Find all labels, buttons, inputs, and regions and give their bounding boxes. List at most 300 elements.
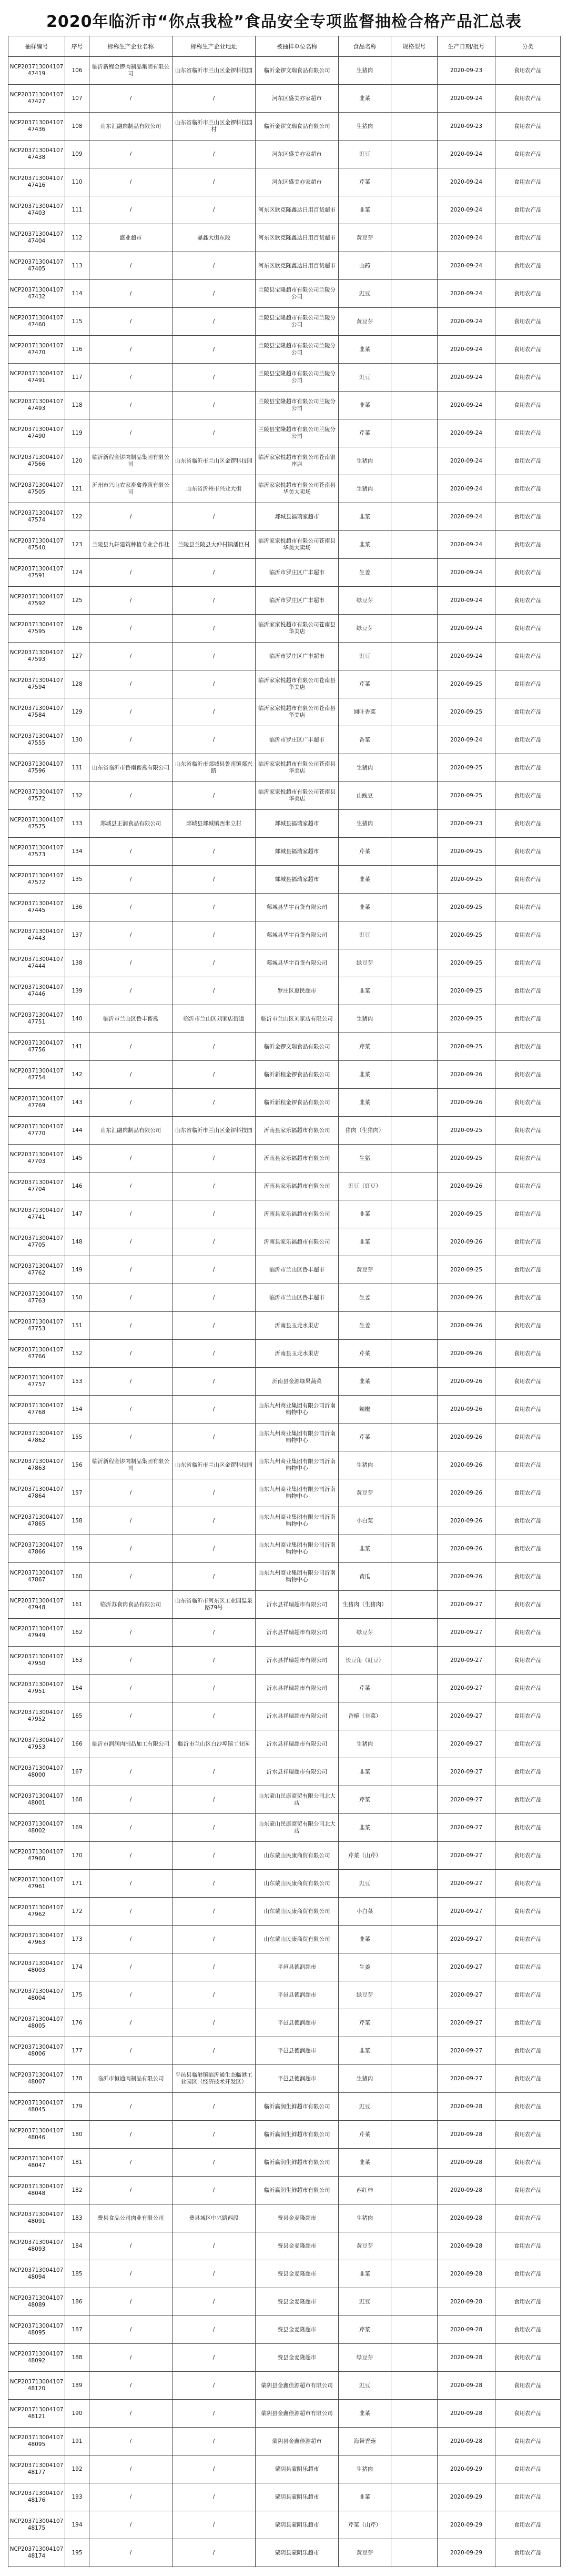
- category-cell: 食用农产品: [495, 1340, 561, 1368]
- spec-cell: [391, 419, 438, 447]
- header-food-name: 食品名称: [339, 36, 391, 57]
- date-cell: 2020-09-26: [438, 1396, 495, 1424]
- manufacturer-address-cell: /: [173, 1256, 256, 1284]
- sample-id-cell: NCP20371300410747751: [8, 1005, 65, 1033]
- sampled-unit-cell: 沂南县家乐福超市有限公司: [256, 1117, 339, 1145]
- food-name-cell: 生猪肉: [339, 754, 391, 782]
- category-cell: 食用农产品: [495, 1061, 561, 1089]
- spec-cell: [391, 726, 438, 754]
- manufacturer-address-cell: /: [173, 949, 256, 977]
- date-cell: 2020-09-24: [438, 168, 495, 196]
- date-cell: 2020-09-25: [438, 949, 495, 977]
- date-cell: 2020-09-23: [438, 113, 495, 141]
- date-cell: 2020-09-24: [438, 531, 495, 559]
- spec-cell: [391, 1758, 438, 1786]
- manufacturer-address-cell: /: [173, 782, 256, 810]
- table-row: [8, 1675, 561, 1702]
- spec-cell: [391, 1479, 438, 1507]
- table-row: [8, 1507, 561, 1535]
- manufacturer-cell: /: [89, 2428, 173, 2455]
- sample-id-cell: NCP20371300410747574: [8, 503, 65, 531]
- sampled-unit-cell: 蒙阴县金鑫佳源超市: [256, 2428, 339, 2455]
- spec-cell: [391, 698, 438, 726]
- category-cell: 食用农产品: [495, 726, 561, 754]
- spec-cell: [391, 1619, 438, 1647]
- spec-cell: [391, 2372, 438, 2400]
- food-name-cell: 香菜: [339, 726, 391, 754]
- date-cell: 2020-09-27: [438, 1814, 495, 1842]
- manufacturer-address-cell: 鼎鑫大街东段: [173, 224, 256, 252]
- manufacturer-address-cell: /: [173, 2037, 256, 2065]
- spec-cell: [391, 531, 438, 559]
- manufacturer-cell: /: [89, 1284, 173, 1312]
- category-cell: 食用农产品: [495, 1898, 561, 1926]
- table-row: [8, 1340, 561, 1368]
- spec-cell: [391, 1312, 438, 1340]
- seq-cell: 190: [65, 2400, 89, 2428]
- document-title: 2020年临沂市“你点我检”食品安全专项监督抽检合格产品汇总表: [46, 13, 522, 31]
- manufacturer-cell: /: [89, 1870, 173, 1898]
- table-row: [8, 1172, 561, 1200]
- spec-cell: [391, 810, 438, 838]
- spec-cell: [391, 1675, 438, 1702]
- date-cell: 2020-09-26: [438, 1340, 495, 1368]
- seq-cell: 109: [65, 141, 89, 168]
- seq-cell: 106: [65, 57, 89, 85]
- spec-cell: [391, 1870, 438, 1898]
- manufacturer-address-cell: /: [173, 85, 256, 113]
- sampled-unit-cell: 平邑县德润超市: [256, 1953, 339, 1981]
- spec-cell: [391, 2037, 438, 2065]
- sampled-unit-cell: 沂水县祥瑞超市有限公司: [256, 1758, 339, 1786]
- sample-id-cell: NCP20371300410747403: [8, 196, 65, 224]
- sample-id-cell: NCP20371300410747757: [8, 1368, 65, 1396]
- table-row: [8, 168, 561, 196]
- date-cell: 2020-09-29: [438, 2455, 495, 2483]
- category-cell: 食用农产品: [495, 1117, 561, 1145]
- sampled-unit-cell: 蒙阴县蒙阴乐超市: [256, 2483, 339, 2511]
- manufacturer-address-cell: /: [173, 1200, 256, 1228]
- sample-id-cell: NCP20371300410747960: [8, 1842, 65, 1870]
- seq-cell: 150: [65, 1284, 89, 1312]
- table-row: [8, 2121, 561, 2149]
- seq-cell: 136: [65, 894, 89, 921]
- sample-id-cell: NCP20371300410747445: [8, 894, 65, 921]
- table-row: [8, 643, 561, 670]
- sample-id-cell: NCP20371300410747491: [8, 364, 65, 392]
- sampled-unit-cell: 临沂市罗庄区广丰超市: [256, 587, 339, 615]
- manufacturer-address-cell: 山东省临沂市兰山区金锣科技园: [173, 1117, 256, 1145]
- spec-cell: [391, 2149, 438, 2177]
- sampled-unit-cell: 临沂家家悦超市有限公司苍南县华美店: [256, 754, 339, 782]
- sample-id-cell: NCP20371300410748046: [8, 2121, 65, 2149]
- category-cell: 食用农产品: [495, 1758, 561, 1786]
- seq-cell: 192: [65, 2455, 89, 2483]
- category-cell: 食用农产品: [495, 698, 561, 726]
- table-row: [8, 1535, 561, 1563]
- sampled-unit-cell: 平邑县德润超市: [256, 2009, 339, 2037]
- seq-cell: 147: [65, 1200, 89, 1228]
- seq-cell: 184: [65, 2232, 89, 2260]
- manufacturer-address-cell: /: [173, 1172, 256, 1200]
- sample-id-cell: NCP20371300410747490: [8, 419, 65, 447]
- date-cell: 2020-09-26: [438, 1172, 495, 1200]
- manufacturer-cell: /: [89, 2400, 173, 2428]
- manufacturer-address-cell: /: [173, 1033, 256, 1061]
- manufacturer-address-cell: 山东省沂州市兴业大街: [173, 475, 256, 503]
- seq-cell: 181: [65, 2149, 89, 2177]
- manufacturer-address-cell: /: [173, 503, 256, 531]
- date-cell: 2020-09-24: [438, 392, 495, 419]
- date-cell: 2020-09-25: [438, 1145, 495, 1172]
- sampled-unit-cell: 沂水县祥瑞超市有限公司: [256, 1619, 339, 1647]
- manufacturer-cell: /: [89, 670, 173, 698]
- category-cell: 食用农产品: [495, 782, 561, 810]
- date-cell: 2020-09-27: [438, 1870, 495, 1898]
- sample-id-cell: NCP20371300410748094: [8, 2260, 65, 2288]
- table-row: [8, 1981, 561, 2009]
- category-cell: 食用农产品: [495, 1675, 561, 1702]
- table-row: [8, 141, 561, 168]
- spec-cell: [391, 1451, 438, 1479]
- category-cell: 食用农产品: [495, 1730, 561, 1758]
- sample-id-cell: NCP20371300410747768: [8, 1396, 65, 1424]
- category-cell: 食用农产品: [495, 1145, 561, 1172]
- category-cell: 食用农产品: [495, 1619, 561, 1647]
- food-name-cell: 韭菜: [339, 85, 391, 113]
- category-cell: 食用农产品: [495, 1396, 561, 1424]
- sampled-unit-cell: 河东区欣克隆鑫达日用百货超市: [256, 224, 339, 252]
- manufacturer-address-cell: /: [173, 1340, 256, 1368]
- date-cell: 2020-09-28: [438, 2149, 495, 2177]
- date-cell: 2020-09-24: [438, 224, 495, 252]
- date-cell: 2020-09-24: [438, 141, 495, 168]
- spec-cell: [391, 1368, 438, 1396]
- date-cell: 2020-09-25: [438, 698, 495, 726]
- category-cell: 食用农产品: [495, 252, 561, 280]
- category-cell: 食用农产品: [495, 1981, 561, 2009]
- spec-cell: [391, 2400, 438, 2428]
- manufacturer-address-cell: /: [173, 2483, 256, 2511]
- table-row: [8, 1563, 561, 1591]
- sample-id-cell: NCP20371300410748004: [8, 1981, 65, 2009]
- manufacturer-address-cell: /: [173, 141, 256, 168]
- seq-cell: 125: [65, 587, 89, 615]
- sample-id-cell: NCP20371300410747540: [8, 531, 65, 559]
- sampled-unit-cell: 郯城县华宇百货有限公司: [256, 949, 339, 977]
- sampled-unit-cell: 临沂市罗庄区广丰超市: [256, 559, 339, 587]
- manufacturer-address-cell: /: [173, 1953, 256, 1981]
- food-name-cell: 香椿（韭菜）: [339, 1702, 391, 1730]
- food-name-cell: 韭菜: [339, 531, 391, 559]
- manufacturer-address-cell: /: [173, 2455, 256, 2483]
- seq-cell: 170: [65, 1842, 89, 1870]
- sampled-unit-cell: 河东区欣克隆鑫达日用百货超市: [256, 252, 339, 280]
- table-row: [8, 1089, 561, 1117]
- sample-id-cell: NCP20371300410747762: [8, 1256, 65, 1284]
- manufacturer-address-cell: 临沂市兰山区刘家店街道: [173, 1005, 256, 1033]
- seq-cell: 189: [65, 2372, 89, 2400]
- spec-cell: [391, 1228, 438, 1256]
- manufacturer-cell: /: [89, 1758, 173, 1786]
- manufacturer-address-cell: /: [173, 1424, 256, 1451]
- sampled-unit-cell: 山东九州商业集团有限公司沂南购物中心: [256, 1396, 339, 1424]
- manufacturer-cell: 山东汇融肉制品有限公司: [89, 113, 173, 141]
- sampled-unit-cell: 兰陵县宝隆超市有限公司兰陵分公司: [256, 419, 339, 447]
- date-cell: 2020-09-25: [438, 754, 495, 782]
- table-row: [8, 949, 561, 977]
- seq-cell: 113: [65, 252, 89, 280]
- date-cell: 2020-09-28: [438, 2288, 495, 2316]
- food-name-cell: 生猪肉: [339, 2455, 391, 2483]
- sample-id-cell: NCP20371300410747416: [8, 168, 65, 196]
- food-name-cell: 豇豆: [339, 141, 391, 168]
- seq-cell: 133: [65, 810, 89, 838]
- manufacturer-address-cell: /: [173, 1368, 256, 1396]
- category-cell: 食用农产品: [495, 2177, 561, 2204]
- sample-id-cell: NCP20371300410747432: [8, 280, 65, 308]
- spec-cell: [391, 1200, 438, 1228]
- date-cell: 2020-09-26: [438, 1228, 495, 1256]
- sample-id-cell: NCP20371300410747575: [8, 810, 65, 838]
- manufacturer-address-cell: /: [173, 894, 256, 921]
- table-row: [8, 726, 561, 754]
- manufacturer-address-cell: /: [173, 1814, 256, 1842]
- manufacturer-cell: /: [89, 2455, 173, 2483]
- manufacturer-cell: /: [89, 2372, 173, 2400]
- sampled-unit-cell: 沂南县家乐福超市有限公司: [256, 1200, 339, 1228]
- table-row: [8, 1870, 561, 1898]
- date-cell: 2020-09-24: [438, 615, 495, 643]
- sample-id-cell: NCP20371300410748007: [8, 2065, 65, 2093]
- seq-cell: 118: [65, 392, 89, 419]
- seq-cell: 124: [65, 559, 89, 587]
- manufacturer-cell: /: [89, 587, 173, 615]
- date-cell: 2020-09-28: [438, 2344, 495, 2372]
- manufacturer-cell: /: [89, 949, 173, 977]
- manufacturer-cell: /: [89, 308, 173, 336]
- food-name-cell: 韭菜: [339, 2483, 391, 2511]
- food-name-cell: 绿豆芽: [339, 615, 391, 643]
- sampled-unit-cell: 郯城县福瑞家超市: [256, 810, 339, 838]
- manufacturer-address-cell: /: [173, 308, 256, 336]
- food-name-cell: 韭菜: [339, 1535, 391, 1563]
- table-row: [8, 782, 561, 810]
- manufacturer-address-cell: 山东省临沂市兰山区金锣科技园: [173, 447, 256, 475]
- sampled-unit-cell: 山东蒙山民康商贸有限公司北大店: [256, 1814, 339, 1842]
- sample-id-cell: NCP20371300410748047: [8, 2149, 65, 2177]
- category-cell: 食用农产品: [495, 670, 561, 698]
- manufacturer-cell: /: [89, 1061, 173, 1089]
- category-cell: 食用农产品: [495, 2204, 561, 2232]
- category-cell: 食用农产品: [495, 2232, 561, 2260]
- seq-cell: 167: [65, 1758, 89, 1786]
- food-name-cell: 韭菜: [339, 1228, 391, 1256]
- seq-cell: 111: [65, 196, 89, 224]
- sampled-unit-cell: 山东蒙山民康商贸有限公司: [256, 1842, 339, 1870]
- date-cell: 2020-09-25: [438, 894, 495, 921]
- sample-id-cell: NCP20371300410747704: [8, 1172, 65, 1200]
- category-cell: 食用农产品: [495, 531, 561, 559]
- table-row: [8, 921, 561, 949]
- seq-cell: 142: [65, 1061, 89, 1089]
- header-category: 分类: [495, 36, 561, 57]
- sampled-unit-cell: 河东区盛美亦家超市: [256, 141, 339, 168]
- seq-cell: 194: [65, 2511, 89, 2539]
- table-row: [8, 1424, 561, 1451]
- sample-id-cell: NCP20371300410747436: [8, 113, 65, 141]
- sample-id-cell: NCP20371300410748174: [8, 2539, 65, 2567]
- manufacturer-cell: /: [89, 2288, 173, 2316]
- manufacturer-address-cell: /: [173, 419, 256, 447]
- seq-cell: 163: [65, 1647, 89, 1675]
- food-name-cell: 芹菜: [339, 1033, 391, 1061]
- manufacturer-address-cell: /: [173, 252, 256, 280]
- sample-id-cell: NCP20371300410747753: [8, 1312, 65, 1340]
- food-name-cell: 生猪肉: [339, 2204, 391, 2232]
- manufacturer-address-cell: /: [173, 1396, 256, 1424]
- manufacturer-cell: /: [89, 1647, 173, 1675]
- seq-cell: 168: [65, 1786, 89, 1814]
- spec-cell: [391, 615, 438, 643]
- food-name-cell: 韭菜: [339, 1814, 391, 1842]
- seq-cell: 143: [65, 1089, 89, 1117]
- sampled-unit-cell: 临沂市罗庄区广丰超市: [256, 726, 339, 754]
- manufacturer-address-cell: /: [173, 2093, 256, 2121]
- category-cell: 食用农产品: [495, 503, 561, 531]
- table-row: [8, 2316, 561, 2344]
- manufacturer-cell: /: [89, 1089, 173, 1117]
- food-name-cell: 绿豆芽: [339, 2344, 391, 2372]
- date-cell: 2020-09-27: [438, 1898, 495, 1926]
- manufacturer-cell: /: [89, 2232, 173, 2260]
- category-cell: 食用农产品: [495, 308, 561, 336]
- spec-cell: [391, 2344, 438, 2372]
- seq-cell: 178: [65, 2065, 89, 2093]
- category-cell: 食用农产品: [495, 559, 561, 587]
- category-cell: 食用农产品: [495, 2065, 561, 2093]
- manufacturer-address-cell: /: [173, 977, 256, 1005]
- seq-cell: 126: [65, 615, 89, 643]
- spec-cell: [391, 2260, 438, 2288]
- sampled-unit-cell: 临沂家家悦超市有限公司苍南县华美大卖场: [256, 531, 339, 559]
- spec-cell: [391, 894, 438, 921]
- sampled-unit-cell: 山东九州商业集团有限公司沂南购物中心: [256, 1507, 339, 1535]
- sampled-unit-cell: 兰陵县宝隆超市有限公司兰陵分公司: [256, 280, 339, 308]
- inspection-table: [8, 36, 561, 2567]
- sample-id-cell: NCP20371300410747443: [8, 921, 65, 949]
- spec-cell: [391, 168, 438, 196]
- sampled-unit-cell: 沂水县祥瑞超市有限公司: [256, 1702, 339, 1730]
- food-name-cell: 韭菜: [339, 1368, 391, 1396]
- sampled-unit-cell: 沂南县家乐福超市有限公司: [256, 1145, 339, 1172]
- spec-cell: [391, 782, 438, 810]
- seq-cell: 140: [65, 1005, 89, 1033]
- category-cell: 食用农产品: [495, 1368, 561, 1396]
- seq-cell: 176: [65, 2009, 89, 2037]
- spec-cell: [391, 1591, 438, 1619]
- category-cell: 食用农产品: [495, 1647, 561, 1675]
- date-cell: 2020-09-26: [438, 1451, 495, 1479]
- spec-cell: [391, 1033, 438, 1061]
- sampled-unit-cell: 蒙阴县蒙阴乐超市: [256, 2455, 339, 2483]
- sample-id-cell: NCP20371300410747770: [8, 1117, 65, 1145]
- manufacturer-cell: /: [89, 1256, 173, 1284]
- sample-id-cell: NCP20371300410747470: [8, 336, 65, 364]
- seq-cell: 151: [65, 1312, 89, 1340]
- sampled-unit-cell: 沂南县金源绿果蔬菜: [256, 1368, 339, 1396]
- manufacturer-address-cell: /: [173, 866, 256, 894]
- sampled-unit-cell: 平邑县德润超市: [256, 1981, 339, 2009]
- table-row: [8, 280, 561, 308]
- category-cell: 食用农产品: [495, 2149, 561, 2177]
- manufacturer-cell: /: [89, 1981, 173, 2009]
- seq-cell: 117: [65, 364, 89, 392]
- spec-cell: [391, 1424, 438, 1451]
- food-name-cell: 小白菜: [339, 1507, 391, 1535]
- manufacturer-address-cell: /: [173, 559, 256, 587]
- date-cell: 2020-09-28: [438, 2428, 495, 2455]
- spec-cell: [391, 57, 438, 85]
- seq-cell: 156: [65, 1451, 89, 1479]
- date-cell: 2020-09-24: [438, 643, 495, 670]
- manufacturer-address-cell: /: [173, 1228, 256, 1256]
- sampled-unit-cell: 河东区盛美亦家超市: [256, 168, 339, 196]
- date-cell: 2020-09-26: [438, 1089, 495, 1117]
- seq-cell: 110: [65, 168, 89, 196]
- sampled-unit-cell: 临沂赢润生鲜超市有限公司: [256, 2121, 339, 2149]
- seq-cell: 160: [65, 1563, 89, 1591]
- food-name-cell: 小白菜: [339, 1898, 391, 1926]
- sample-id-cell: NCP20371300410747866: [8, 1535, 65, 1563]
- date-cell: 2020-09-27: [438, 2037, 495, 2065]
- spec-cell: [391, 949, 438, 977]
- manufacturer-cell: /: [89, 1228, 173, 1256]
- food-name-cell: 豇豆: [339, 643, 391, 670]
- manufacturer-address-cell: /: [173, 1786, 256, 1814]
- category-cell: 食用农产品: [495, 1228, 561, 1256]
- category-cell: 食用农产品: [495, 57, 561, 85]
- manufacturer-address-cell: 费县城区中兴路西段: [173, 2204, 256, 2232]
- manufacturer-address-cell: /: [173, 726, 256, 754]
- category-cell: 食用农产品: [495, 866, 561, 894]
- manufacturer-address-cell: /: [173, 1898, 256, 1926]
- sampled-unit-cell: 山东蒙山民康商贸有限公司北大店: [256, 1786, 339, 1814]
- date-cell: 2020-09-24: [438, 503, 495, 531]
- seq-cell: 108: [65, 113, 89, 141]
- manufacturer-address-cell: /: [173, 2288, 256, 2316]
- food-name-cell: 韭菜: [339, 1758, 391, 1786]
- date-cell: 2020-09-26: [438, 1535, 495, 1563]
- sample-id-cell: NCP20371300410747863: [8, 1451, 65, 1479]
- category-cell: 食用农产品: [495, 2093, 561, 2121]
- table-row: [8, 1702, 561, 1730]
- table-row: [8, 1479, 561, 1507]
- manufacturer-cell: /: [89, 615, 173, 643]
- date-cell: 2020-09-27: [438, 1675, 495, 1702]
- manufacturer-cell: /: [89, 168, 173, 196]
- date-cell: 2020-09-28: [438, 2093, 495, 2121]
- manufacturer-cell: 兰陵县九轩建筑种植专业合作社: [89, 531, 173, 559]
- header-sample-id: 抽样编号: [8, 36, 65, 57]
- date-cell: 2020-09-27: [438, 1591, 495, 1619]
- category-cell: 食用农产品: [495, 2009, 561, 2037]
- seq-cell: 146: [65, 1172, 89, 1200]
- date-cell: 2020-09-28: [438, 2372, 495, 2400]
- food-name-cell: 韭菜: [339, 1200, 391, 1228]
- manufacturer-address-cell: /: [173, 1647, 256, 1675]
- category-cell: 食用农产品: [495, 1535, 561, 1563]
